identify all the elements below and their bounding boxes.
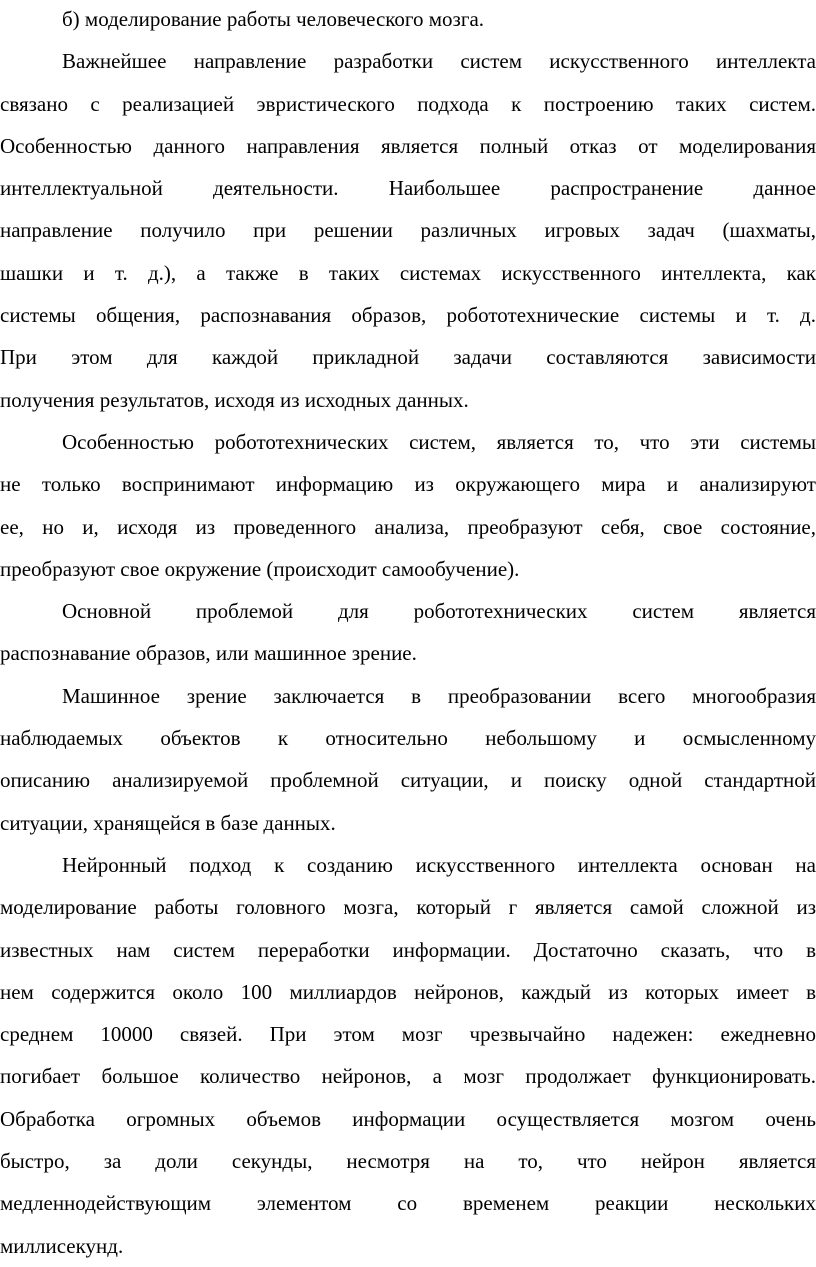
text-line: не только воспринимают информацию из окружающего мира и анализируют: [0, 472, 816, 497]
text-line: При этом для каждой прикладной задачи составляются зависимости: [0, 345, 816, 370]
text-line: ситуации, хранящейся в базе данных.: [0, 810, 336, 835]
text-line: миллисекунд.: [0, 1233, 124, 1258]
text-line: интеллектуальной деятельности. Наибольшее распространение данное: [0, 176, 816, 201]
text-line: медленнодействующим элементом со временем реакции нескольких: [0, 1191, 816, 1216]
text-line: известных нам систем переработки информации. Достаточно сказать, что в: [0, 937, 816, 962]
text-line: среднем 10000 связей. При этом мозг чрезвычайно надежен: ежедневно: [0, 1022, 816, 1047]
text-line: Обработка огромных объемов информации осуществляется мозгом очень: [0, 1106, 816, 1131]
paragraph: [0, 844, 816, 1267]
text-line: нем содержится около 100 миллиардов нейронов, каждый из которых имеет в: [0, 979, 816, 1004]
text-line: Особенностью данного направления является полный отказ от моделирования: [0, 133, 816, 158]
text-line: Нейронный подход к созданию искусственного интеллекта основан на: [62, 852, 816, 877]
paragraph: [0, 0, 816, 40]
paragraph: [0, 675, 816, 844]
text-line: Машинное зрение заключается в преобразовании всего многообразия: [62, 683, 816, 708]
text-line: получения результатов, исходя из исходных данных.: [0, 387, 469, 412]
text-line: моделирование работы головного мозга, который г является самой сложной из: [0, 895, 816, 920]
text-line: погибает большое количество нейронов, а мозг продолжает функционировать.: [0, 1064, 816, 1089]
paragraph: [0, 40, 816, 421]
text-line: наблюдаемых объектов к относительно небольшому и осмысленному: [0, 726, 816, 751]
text-line: связано с реализацией эвристического подхода к построению таких систем.: [0, 91, 816, 116]
text-line: системы общения, распознавания образов, робототехнические системы и т. д.: [0, 303, 816, 328]
text-line: преобразуют свое окружение (происходит самообучение).: [0, 556, 520, 581]
text-line: распознавание образов, или машинное зрение.: [0, 641, 417, 666]
text-line: направление получило при решении различных игровых задач (шахматы,: [0, 218, 816, 243]
text-line: Особенностью робототехнических систем, является то, что эти системы: [62, 429, 816, 454]
text-line: быстро, за доли секунды, несмотря на то, что нейрон является: [0, 1149, 816, 1174]
text-line: ее, но и, исходя из проведенного анализа, преобразуют себя, свое состояние,: [0, 514, 816, 539]
text-line: описанию анализируемой проблемной ситуации, и поиску одной стандартной: [0, 768, 816, 793]
paragraph: [0, 590, 816, 675]
paragraph: [0, 421, 816, 590]
text-line: Основной проблемой для робототехнических систем является: [62, 599, 816, 624]
text-line: Важнейшее направление разработки систем искусственного интеллекта: [62, 49, 816, 74]
text-line: б) моделирование работы человеческого мозга.: [62, 7, 485, 31]
text-line: шашки и т. д.), а также в таких системах искусственного интеллекта, как: [0, 260, 816, 285]
